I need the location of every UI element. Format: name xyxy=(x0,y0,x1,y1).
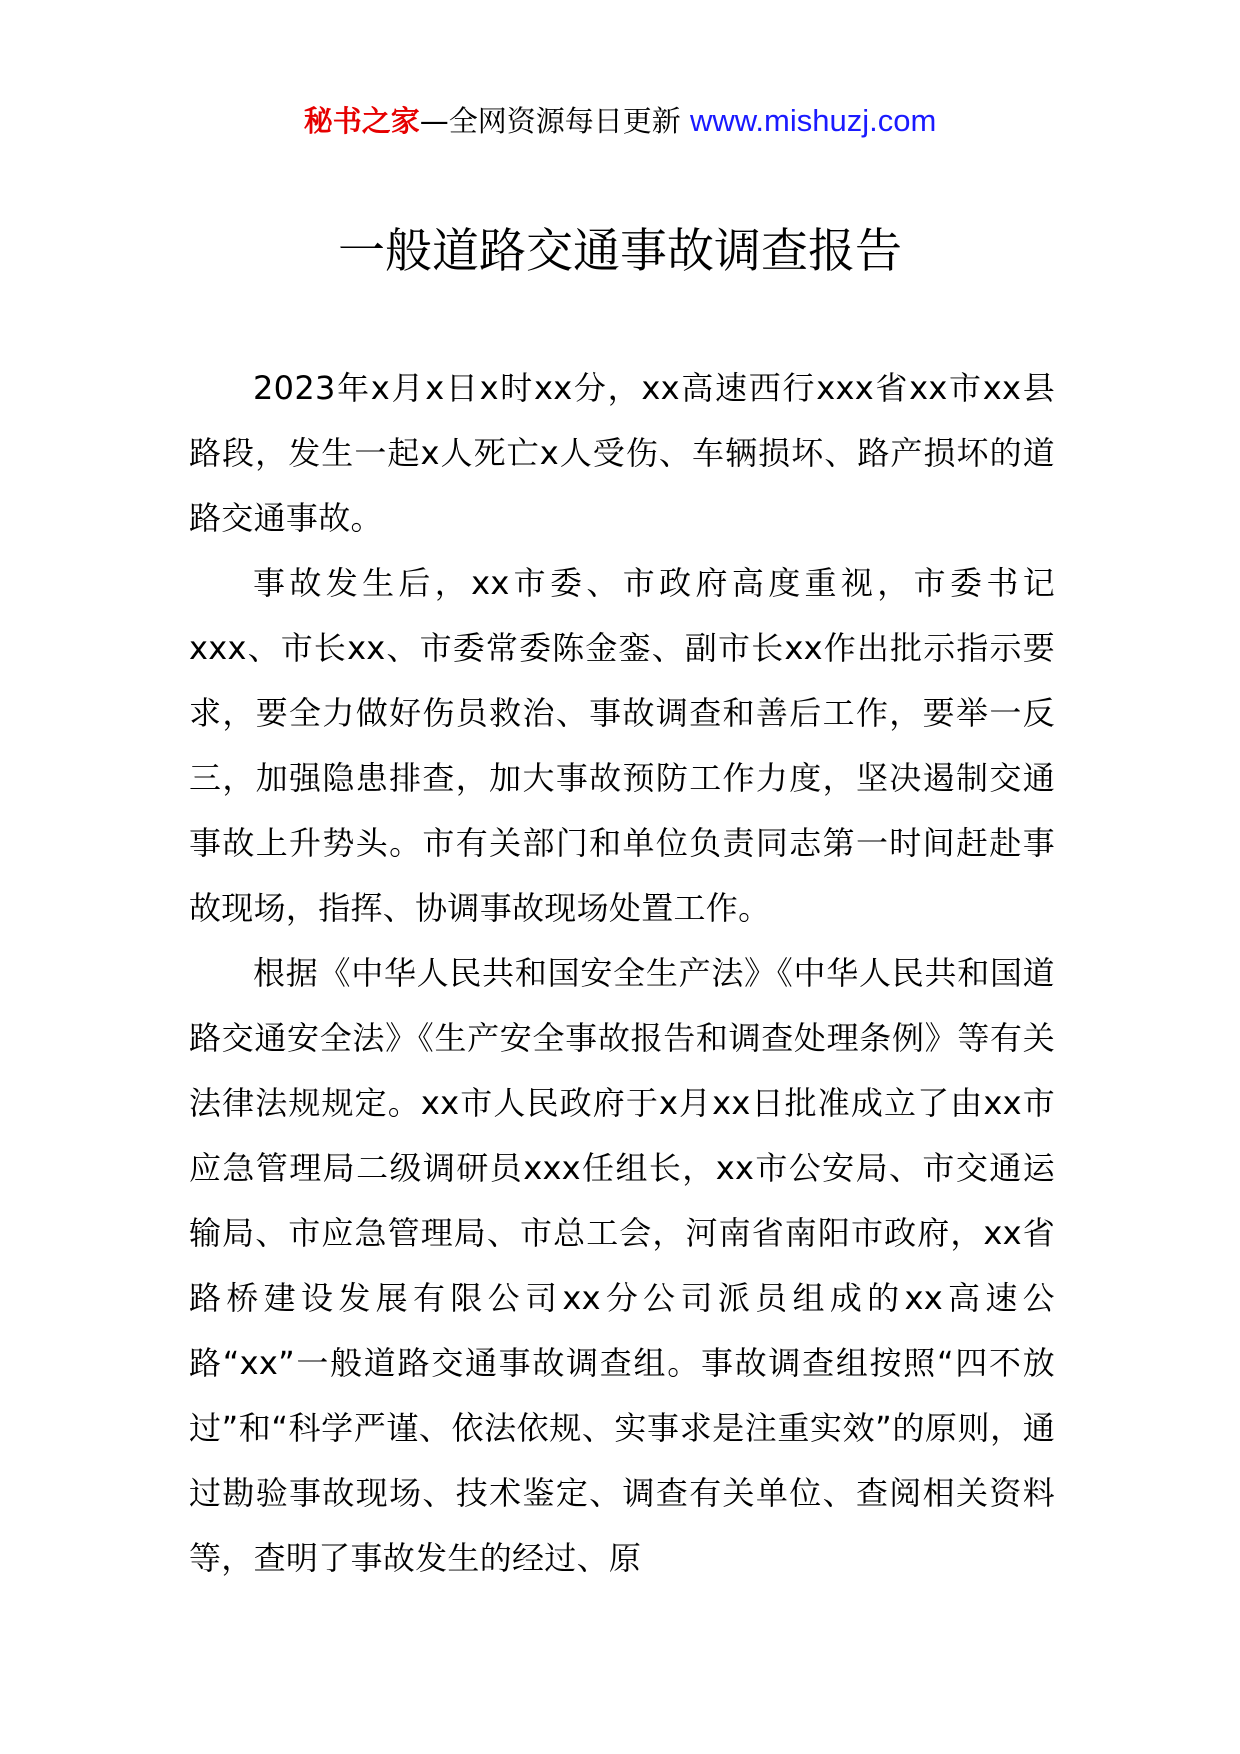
site-url-link[interactable]: www.mishuzj.com xyxy=(689,103,937,138)
paragraph-1: 2023年x月x日x时xx分，xx高速西行xxx省xx市xx县路段，发生一起x人死亡x人受伤、车辆损坏、路产损坏的道路交通事故。 xyxy=(189,369,1055,537)
site-brand: 秘书之家 xyxy=(303,104,420,138)
paragraph-2: 事故发生后，xx市委、市政府高度重视，市委书记xxx、市长xx、市委常委陈金銮、副市长xx作出批示指示要求，要全力做好伤员救治、事故调查和善后工作，要举一反三，加强隐患排查，加大事故预防工作力度，坚决遏制交通事故上升势头。市有关部门和单位负责同志第一时间赶赴事故现场，指挥、协调事故现场处置工作。 xyxy=(189,564,1055,927)
document-title: 一般道路交通事故调查报告 xyxy=(338,224,902,279)
site-header xyxy=(0,101,1240,141)
paragraph-3: 根据《中华人民共和国安全生产法》《中华人民共和国道路交通安全法》《生产安全事故报告和调查处理条例》等有关法律法规规定。xx市人民政府于x月xx日批准成立了由xx市应急管理局二级调研员xxx任组长，xx市公安局、市交通运输局、市应急管理局、市总工会，河南省南阳市政府，xx省路桥建设发展有限公司xx分公司派员组成的xx高速公路“xx”一般道路交通事故调查组。事故调查组按照“四不放过”和“科学严谨、依法依规、实事求是注重实效”的原则，通过勘验事故现场、技术鉴定、调查有关单位、查阅相关资料等，查明了事故发生的经过、原 xyxy=(189,954,1055,1577)
document-body xyxy=(189,356,1055,1591)
site-slogan: —全网资源每日更新 xyxy=(419,104,690,138)
